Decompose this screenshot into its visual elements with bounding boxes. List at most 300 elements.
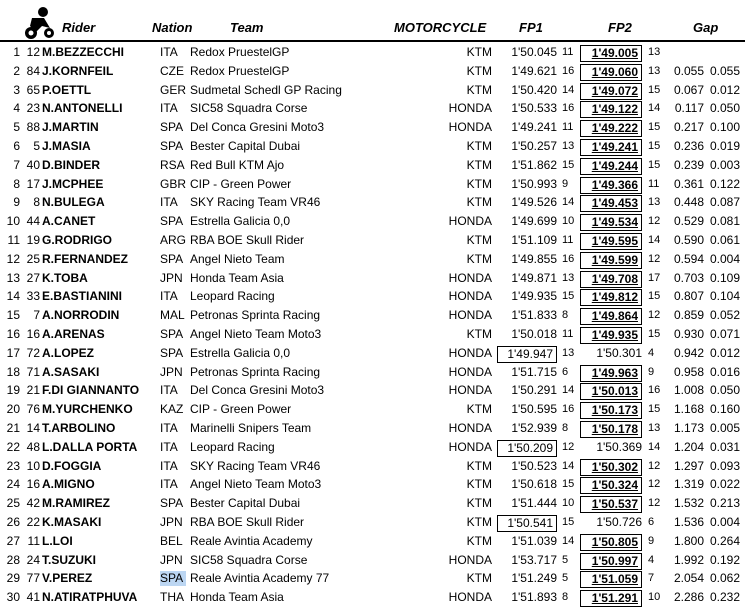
motorcycle-cell: HONDA [448, 383, 492, 398]
rider-name-cell: M.YURCHENKO [42, 402, 133, 417]
gap-first-cell: 0.236 [673, 139, 704, 153]
rider-name-cell: T.ARBOLINO [42, 421, 116, 435]
fp1-time-cell: 1'49.935 [511, 289, 557, 304]
fp1-time-cell: 1'49.947 [497, 346, 557, 363]
fp1-time-cell: 1'49.621 [511, 63, 557, 78]
table-row [0, 457, 745, 476]
fp2-time-cell: 1'49.453 [580, 195, 642, 212]
gap-first-cell: 1.008 [673, 383, 704, 398]
rider-number-cell: 88 [26, 120, 40, 135]
gap-first-cell: 0.590 [673, 233, 704, 247]
fp2-time-cell: 1'49.241 [580, 139, 642, 156]
fp1-time-cell: 1'52.939 [511, 421, 557, 435]
gap-first-cell: 1.168 [673, 402, 704, 417]
fp1-lap-cell: 11 [562, 234, 574, 246]
fp2-time-cell: 1'50.324 [580, 477, 642, 494]
motorcycle-cell: HONDA [448, 364, 492, 379]
position-cell: 30 [6, 590, 20, 605]
position-cell: 22 [6, 439, 20, 454]
gap-previous-cell: 0.019 [709, 139, 740, 153]
motorcycle-cell: KTM [466, 63, 492, 78]
rider-name-cell: M.RAMIREZ [42, 496, 110, 511]
rider-name-cell: P.OETTL [42, 82, 92, 97]
position-cell: 5 [13, 120, 20, 135]
header-team: Team [230, 20, 264, 35]
fp2-lap-cell: 15 [648, 140, 661, 152]
fp2-lap-cell: 10 [648, 591, 661, 604]
fp1-time-cell: 1'51.833 [511, 308, 557, 323]
nation-cell: ITA [160, 289, 178, 304]
position-cell: 20 [6, 402, 20, 417]
rider-name-cell: J.MARTIN [42, 120, 99, 135]
position-cell: 4 [13, 101, 20, 116]
fp2-time-cell: 1'49.595 [580, 233, 642, 250]
rider-name-cell: T.SUZUKI [42, 552, 96, 567]
table-row [0, 193, 745, 212]
table-row [0, 62, 745, 81]
rider-number-cell: 11 [27, 533, 40, 548]
fp2-time-cell: 1'50.537 [580, 496, 642, 513]
rider-name-cell: J.MASIA [42, 139, 91, 153]
fp2-time-cell: 1'50.173 [580, 402, 642, 419]
motorcycle-cell: KTM [466, 327, 492, 341]
gap-previous-cell: 0.192 [709, 552, 740, 567]
motorcycle-cell: KTM [466, 139, 492, 153]
position-cell: 12 [6, 251, 20, 266]
rider-number-cell: 71 [26, 364, 40, 379]
team-cell: CIP - Green Power [190, 176, 292, 191]
fp2-lap-cell: 17 [648, 271, 661, 284]
rider-name-cell: F.DI GIANNANTO [42, 383, 140, 398]
motorcycle-cell: HONDA [448, 289, 492, 304]
fp1-lap-cell: 14 [562, 534, 575, 547]
fp1-time-cell: 1'50.541 [497, 515, 557, 532]
rider-number-cell: 77 [26, 571, 40, 586]
fp2-time-cell: 1'51.059 [580, 571, 642, 588]
nation-cell: ITA [160, 101, 178, 116]
motorcycle-cell: KTM [466, 82, 492, 97]
rider-name-cell: R.FERNANDEZ [42, 251, 128, 266]
nation-cell: SPA [160, 496, 184, 511]
team-cell: Marinelli Snipers Team [190, 421, 312, 435]
rider-name-cell: K.MASAKI [42, 515, 102, 529]
header-motorcycle: MOTORCYCLE [394, 20, 487, 35]
fp2-lap-cell: 15 [648, 403, 661, 416]
nation-cell: THA [160, 590, 184, 605]
fp1-lap-cell: 14 [562, 83, 575, 96]
rider-name-cell: K.TOBA [42, 270, 88, 285]
fp1-time-cell: 1'50.993 [511, 176, 557, 191]
rider-number-cell: 5 [33, 139, 40, 153]
header-fp1: FP1 [519, 20, 543, 35]
rider-number-cell: 27 [26, 270, 40, 285]
fp1-lap-cell: 15 [562, 290, 575, 303]
rider-name-cell: A.SASAKI [42, 364, 100, 379]
position-cell: 3 [13, 82, 20, 97]
rider-name-cell: L.LOI [42, 533, 73, 548]
position-cell: 25 [6, 496, 20, 511]
gap-first-cell: 2.054 [673, 571, 704, 586]
table-row [0, 81, 745, 100]
gap-previous-cell: 0.061 [709, 233, 740, 247]
rider-number-cell: 76 [26, 402, 40, 417]
nation-cell: ITA [160, 477, 178, 492]
gap-previous-cell: 0.081 [709, 214, 740, 229]
rider-number-cell: 44 [26, 214, 40, 229]
motorcycle-cell: HONDA [448, 345, 492, 360]
position-cell: 21 [6, 421, 20, 435]
table-row [0, 212, 745, 231]
fp1-lap-cell: 16 [562, 102, 575, 115]
fp1-lap-cell: 8 [562, 422, 569, 434]
team-cell: SIC58 Squadra Corse [190, 552, 308, 567]
gap-previous-cell: 0.050 [709, 383, 740, 398]
table-row [0, 494, 745, 513]
table-row [0, 569, 745, 588]
gap-previous-cell: 0.213 [709, 496, 740, 511]
position-cell: 16 [6, 327, 20, 341]
gap-first-cell: 0.594 [673, 251, 704, 266]
rider-name-cell: N.ATIRATPHUVA [42, 590, 138, 605]
gap-previous-cell: 0.071 [709, 327, 740, 341]
rider-number-cell: 17 [26, 176, 40, 191]
team-cell: Reale Avintia Academy 77 [190, 571, 330, 586]
rider-number-cell: 16 [26, 477, 40, 492]
nation-cell: ARG [160, 233, 187, 247]
fp2-lap-cell: 15 [648, 158, 661, 171]
position-cell: 7 [13, 157, 20, 172]
rider-number-cell: 84 [26, 63, 40, 78]
gap-first-cell: 1.319 [673, 477, 704, 492]
gap-first-cell: 0.067 [673, 82, 704, 97]
fp1-lap-cell: 15 [562, 478, 575, 491]
fp2-time-cell: 1'49.222 [580, 120, 642, 137]
nation-cell: RSA [160, 157, 185, 172]
nation-cell: SPA [160, 214, 184, 229]
fp2-lap-cell: 12 [648, 459, 661, 472]
team-cell: Honda Team Asia [190, 590, 284, 605]
fp2-time-cell: 1'51.291 [580, 590, 642, 607]
rider-number-cell: 41 [26, 590, 40, 605]
fp2-time-cell: 1'49.060 [580, 64, 642, 81]
fp2-time-cell: 1'50.997 [580, 553, 642, 570]
fp1-time-cell: 1'50.018 [511, 327, 557, 341]
table-row [0, 231, 745, 250]
fp1-time-cell: 1'50.291 [511, 383, 557, 398]
fp2-lap-cell: 14 [648, 234, 661, 246]
fp2-time-cell: 1'50.302 [580, 459, 642, 476]
fp1-lap-cell: 5 [562, 572, 569, 585]
team-cell: Angel Nieto Team Moto3 [190, 327, 322, 341]
gap-previous-cell: 0.160 [709, 402, 740, 417]
fp2-lap-cell: 12 [648, 252, 661, 265]
position-cell: 11 [7, 233, 20, 247]
fp2-time-cell: 1'49.599 [580, 252, 642, 269]
fp1-lap-cell: 12 [562, 440, 575, 453]
fp1-time-cell: 1'50.523 [511, 458, 557, 473]
gap-first-cell: 0.448 [673, 195, 704, 210]
fp2-time-cell: 1'49.534 [580, 214, 642, 231]
position-cell: 10 [6, 214, 20, 229]
motorcycle-cell: KTM [466, 515, 492, 529]
gap-previous-cell: 0.004 [709, 515, 740, 529]
table-row [0, 588, 745, 607]
nation-cell: MAL [160, 308, 185, 323]
fp1-time-cell: 1'49.855 [511, 251, 557, 266]
team-cell: Del Conca Gresini Moto3 [190, 120, 325, 135]
rider-name-cell: J.KORNFEIL [42, 63, 114, 78]
fp1-lap-cell: 13 [562, 271, 575, 284]
gap-previous-cell: 0.264 [709, 533, 740, 548]
fp2-time-cell: 1'49.963 [580, 365, 642, 382]
rider-name-cell: G.RODRIGO [42, 233, 113, 247]
gap-previous-cell: 0.109 [709, 270, 740, 285]
team-cell: Leopard Racing [190, 289, 275, 304]
motorcycle-cell: KTM [466, 533, 492, 548]
gap-previous-cell: 0.003 [709, 157, 740, 172]
gap-first-cell: 1.204 [673, 439, 704, 454]
fp1-lap-cell: 6 [562, 365, 569, 378]
rider-name-cell: N.BULEGA [42, 195, 105, 210]
gap-first-cell: 1.173 [673, 421, 704, 435]
fp2-lap-cell: 13 [648, 422, 661, 434]
fp2-lap-cell: 15 [648, 328, 661, 340]
nation-cell: JPN [160, 515, 183, 529]
fp1-lap-cell: 8 [562, 309, 569, 322]
motorcycle-cell: KTM [466, 458, 492, 473]
gap-previous-cell: 0.052 [709, 308, 740, 323]
fp2-time-cell: 1'50.178 [580, 421, 642, 438]
rider-name-cell: L.DALLA PORTA [42, 439, 138, 454]
gap-first-cell: 1.532 [673, 496, 704, 511]
fp2-time-cell: 1'50.369 [596, 439, 642, 454]
position-cell: 23 [6, 458, 20, 473]
gap-first-cell: 0.958 [673, 364, 704, 379]
fp2-time-cell: 1'49.005 [580, 45, 642, 62]
fp2-lap-cell: 15 [648, 83, 661, 96]
fp1-lap-cell: 11 [562, 121, 574, 134]
gap-previous-cell: 0.012 [709, 345, 740, 360]
fp2-lap-cell: 9 [648, 365, 655, 378]
team-cell: Leopard Racing [190, 439, 275, 454]
motorcycle-cell: KTM [466, 251, 492, 266]
gap-first-cell: 1.536 [673, 515, 704, 529]
fp1-lap-cell: 13 [562, 140, 575, 152]
team-cell: Redox PruestelGP [190, 45, 290, 59]
fp1-time-cell: 1'51.249 [511, 571, 557, 586]
team-cell: Redox PruestelGP [190, 63, 290, 78]
gap-previous-cell: 0.062 [709, 571, 740, 586]
fp1-lap-cell: 14 [562, 196, 575, 209]
table-row [0, 400, 745, 419]
table-row [0, 363, 745, 382]
rider-name-cell: D.FOGGIA [42, 458, 102, 473]
rider-name-cell: V.PEREZ [42, 571, 93, 586]
rider-number-cell: 42 [26, 496, 40, 511]
position-cell: 26 [6, 515, 20, 529]
fp1-time-cell: 1'51.039 [511, 533, 557, 548]
fp1-time-cell: 1'50.618 [511, 477, 557, 492]
fp1-lap-cell: 14 [562, 459, 575, 472]
motorcycle-cell: HONDA [448, 120, 492, 135]
motorcycle-cell: KTM [466, 233, 492, 247]
gap-first-cell: 0.859 [673, 308, 704, 323]
rider-name-cell: A.NORRODIN [42, 308, 120, 323]
rider-number-cell: 19 [26, 233, 40, 247]
rider-number-cell: 48 [26, 439, 40, 454]
position-cell: 18 [6, 364, 20, 379]
fp1-lap-cell: 10 [562, 215, 575, 228]
fp2-time-cell: 1'50.301 [596, 345, 642, 360]
rider-name-cell: D.BINDER [42, 157, 101, 172]
gap-previous-cell: 0.232 [709, 590, 740, 605]
gap-previous-cell: 0.004 [709, 251, 740, 266]
fp2-lap-cell: 6 [648, 516, 655, 528]
motorcycle-cell: HONDA [448, 439, 492, 454]
team-cell: SKY Racing Team VR46 [190, 195, 321, 210]
motorcycle-cell: HONDA [448, 590, 492, 605]
table-row [0, 99, 745, 118]
team-cell: CIP - Green Power [190, 402, 292, 417]
motorcycle-rider-icon [22, 6, 56, 40]
motorcycle-cell: KTM [466, 176, 492, 191]
fp2-time-cell: 1'49.122 [580, 101, 642, 118]
motorcycle-cell: HONDA [448, 214, 492, 229]
position-cell: 19 [6, 383, 20, 398]
rider-number-cell: 25 [26, 251, 40, 266]
table-row [0, 287, 745, 306]
rider-number-cell: 33 [26, 289, 40, 304]
fp2-lap-cell: 14 [648, 102, 661, 115]
header-nation: Nation [152, 20, 193, 35]
nation-cell: GBR [160, 176, 187, 191]
gap-first-cell: 0.807 [673, 289, 704, 304]
nation-cell: JPN [160, 552, 183, 567]
team-cell: Estrella Galicia 0,0 [190, 345, 291, 360]
rider-number-cell: 16 [26, 327, 40, 341]
fp2-lap-cell: 4 [648, 346, 655, 359]
fp1-time-cell: 1'50.595 [511, 402, 557, 417]
table-header [0, 0, 745, 42]
fp2-lap-cell: 15 [648, 121, 661, 134]
motorcycle-cell: HONDA [448, 101, 492, 116]
fp1-lap-cell: 11 [562, 46, 574, 58]
gap-first-cell: 0.055 [673, 63, 704, 78]
fp1-lap-cell: 15 [562, 158, 575, 171]
fp1-time-cell: 1'50.257 [511, 139, 557, 153]
fp1-lap-cell: 15 [562, 516, 575, 528]
rider-number-cell: 23 [26, 101, 40, 116]
table-row [0, 175, 745, 194]
team-cell: RBA BOE Skull Rider [190, 515, 305, 529]
fp1-lap-cell: 16 [562, 252, 575, 265]
fp1-time-cell: 1'50.045 [511, 45, 557, 59]
team-cell: Bester Capital Dubai [190, 496, 301, 511]
rider-name-cell: A.MIGNO [42, 477, 95, 492]
position-cell: 6 [13, 139, 20, 153]
team-cell: Reale Avintia Academy [190, 533, 313, 548]
gap-first-cell: 0.361 [673, 176, 704, 191]
nation-cell: SPA [160, 120, 184, 135]
gap-previous-cell: 0.087 [709, 195, 740, 210]
fp1-time-cell: 1'51.893 [511, 590, 557, 605]
fp2-lap-cell: 4 [648, 553, 655, 566]
position-cell: 1 [13, 45, 20, 59]
team-cell: Petronas Sprinta Racing [190, 364, 321, 379]
fp1-lap-cell: 10 [562, 497, 575, 510]
gap-first-cell: 0.217 [673, 120, 704, 135]
position-cell: 13 [6, 270, 20, 285]
position-cell: 28 [6, 552, 20, 567]
gap-first-cell: 1.297 [673, 458, 704, 473]
table-row [0, 325, 745, 344]
nation-cell: ITA [160, 421, 178, 435]
gap-first-cell: 1.992 [673, 552, 704, 567]
fp2-lap-cell: 11 [648, 177, 660, 190]
fp2-time-cell: 1'50.726 [596, 515, 642, 529]
position-cell: 29 [6, 571, 20, 586]
team-cell: Bester Capital Dubai [190, 139, 301, 153]
gap-previous-cell: 0.104 [709, 289, 740, 304]
fp2-time-cell: 1'49.366 [580, 177, 642, 194]
nation-cell: SPA [160, 327, 184, 341]
rider-name-cell: J.MCPHEE [42, 176, 104, 191]
fp2-time-cell: 1'49.812 [580, 289, 642, 306]
fp2-lap-cell: 9 [648, 534, 655, 547]
fp1-time-cell: 1'53.717 [511, 552, 557, 567]
fp1-lap-cell: 9 [562, 177, 569, 190]
fp2-lap-cell: 12 [648, 478, 661, 491]
gap-previous-cell: 0.012 [709, 82, 740, 97]
motorcycle-cell: KTM [466, 157, 492, 172]
nation-cell: ITA [160, 458, 178, 473]
fp2-lap-cell: 13 [648, 64, 661, 77]
nation-cell: JPN [160, 364, 183, 379]
gap-previous-cell: 0.055 [709, 63, 740, 78]
fp1-lap-cell: 11 [562, 328, 574, 340]
nation-cell: ITA [160, 195, 178, 210]
gap-previous-cell: 0.005 [709, 421, 740, 435]
position-cell: 27 [6, 533, 20, 548]
fp2-time-cell: 1'49.072 [580, 83, 642, 100]
fp2-lap-cell: 12 [648, 215, 661, 228]
team-cell: Honda Team Asia [190, 270, 284, 285]
team-cell: Angel Nieto Team Moto3 [190, 477, 322, 492]
rider-name-cell: A.ARENAS [42, 327, 105, 341]
fp1-time-cell: 1'51.109 [511, 233, 557, 247]
rider-name-cell: A.LOPEZ [42, 345, 95, 360]
table-row [0, 344, 745, 363]
fp1-time-cell: 1'51.715 [511, 364, 557, 379]
nation-cell: SPA [160, 251, 184, 266]
position-cell: 24 [6, 477, 20, 492]
team-cell: RBA BOE Skull Rider [190, 233, 305, 247]
position-cell: 15 [6, 308, 20, 323]
fp2-lap-cell: 7 [648, 572, 655, 585]
fp1-lap-cell: 13 [562, 346, 575, 359]
fp1-time-cell: 1'49.526 [511, 195, 557, 210]
gap-first-cell: 1.800 [673, 533, 704, 548]
team-cell: SKY Racing Team VR46 [190, 458, 321, 473]
fp1-lap-cell: 5 [562, 553, 569, 566]
table-row [0, 269, 745, 288]
position-cell: 17 [6, 345, 20, 360]
rider-number-cell: 65 [26, 82, 40, 97]
fp1-time-cell: 1'51.444 [511, 496, 557, 511]
gap-first-cell: 0.703 [673, 270, 704, 285]
team-cell: Del Conca Gresini Moto3 [190, 383, 325, 398]
fp1-lap-cell: 16 [562, 403, 575, 416]
